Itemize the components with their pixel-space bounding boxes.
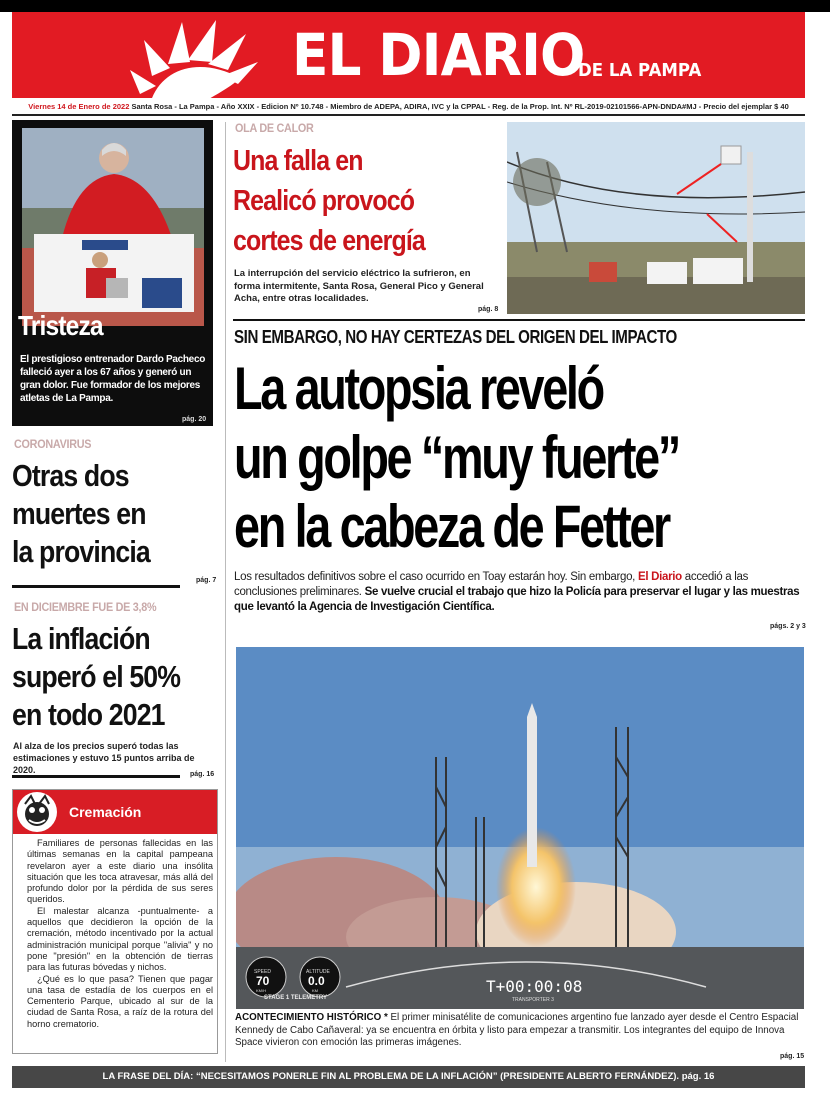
inflacion-headline-line-1[interactable]: La inflación (12, 621, 150, 656)
tristeza-box[interactable] (12, 120, 213, 426)
quote-of-the-day-bar: LA FRASE DEL DÍA: “NECESITAMOS PONERLE FIN AL PROBLEMA DE LA INFLACIÓN” (PRESIDENTE ALBERTO FERNÁNDEZ). pág. 16 (12, 1066, 805, 1088)
cremacion-paragraph-3: ¿Qué es lo que pasa? Tienen que pagar una tasa de estadía de los cuerpos en el Cementerio Parque, ubicado al sur de la ciudad de Santa Rosa, a raíz de la rotura del horno crematorio. (27, 973, 213, 1029)
speed-label: SPEED (254, 969, 271, 975)
rocket-launch-photo (236, 647, 804, 1009)
rocket-page-ref: pág. 15 (780, 1053, 805, 1060)
altitude-unit: KM (312, 988, 318, 993)
inflacion-page-ref: pág. 16 (190, 771, 215, 778)
main-text-brand: El Diario (637, 571, 682, 583)
coronavirus-headline-line-1[interactable]: Otras dos (12, 458, 129, 493)
cremacion-paragraph-2: El malestar alcanza -puntualmente- a aquellos que decidieron la opción de la cremación, método incentivado por la actual administración municipal porque "alivia" y no pone "presión" en la obtención de tierras para las futuras bóvedas y nichos. (27, 905, 213, 973)
coronavirus-headline-line-2[interactable]: muertes en (12, 496, 146, 531)
inflacion-kicker: EN DICIEMBRE FUE DE 3,8% (14, 600, 157, 614)
main-story-summary (234, 570, 809, 615)
ola-summary: La interrupción del servicio eléctrico la sufrieron, en forma intermitente, Santa Rosa, General Pico y General Acha, entre otras localidades. (234, 268, 484, 304)
speed-unit: KM/H (256, 988, 266, 993)
sun-logo-icon (130, 18, 260, 98)
cremacion-box[interactable] (12, 789, 218, 1054)
coach-photo (22, 128, 204, 326)
coronavirus-kicker: CORONAVIRUS (14, 437, 92, 451)
rocket-caption-kicker: ACONTECIMIENTO HISTÓRICO * (235, 1012, 388, 1023)
tristeza-page-ref: pág. 20 (182, 416, 207, 423)
power-line-photo (507, 122, 805, 314)
main-headline-line-2[interactable]: un golpe “muy fuerte” (234, 424, 679, 491)
ola-kicker: OLA DE CALOR (235, 121, 314, 135)
dateline (12, 101, 805, 113)
cartoon-face-icon (17, 792, 57, 832)
main-story-rule (233, 319, 805, 321)
main-text-bold: Se vuelve crucial el trabajo que hizo la Policía para preservar el lugar y las muestras que levantó la Agencia de Investigación Científica. (234, 586, 800, 613)
tristeza-summary: El prestigioso entrenador Dardo Pacheco falleció ayer a los 67 años y generó un gran dolor. Fue formador de los mejores atletas de La Pampa. (20, 354, 206, 404)
top-black-band (0, 0, 830, 12)
main-headline-line-3[interactable]: en la cabeza de Fetter (234, 493, 669, 560)
coronavirus-page-ref: pág. 7 (196, 577, 217, 584)
masthead (12, 12, 805, 98)
main-story-page-ref: págs. 2 y 3 (770, 623, 806, 630)
dateline-date: Viernes 14 de Enero de 2022 (28, 102, 130, 111)
inflacion-headline-line-2[interactable]: superó el 50% (12, 659, 181, 694)
main-text-b: accedió a las conclusiones preliminares. (234, 571, 749, 598)
launch-timer: T+00:00:08 (486, 977, 583, 996)
inflacion-divider (12, 775, 180, 778)
coach-photo-illustration (22, 128, 204, 326)
rocket-caption-text: El primer minisatélite de comunicaciones argentino fue lanzado ayer desde el Centro Espacial Kennedy de Cabo Cañaveral: ya se encuentra en órbita y listo para empezar a transmitir. Los integrantes del equipo de Innova Space vivieron con emoción las primeras imágenes. (235, 1012, 799, 1048)
cremacion-paragraph-1: Familiares de personas fallecidas en las últimas semanas en la capital pampeana revelaron ayer a este diario una insólita situación que les toca atravesar, más allá del profundo dolor por la pérdida de sus seres queridos. (27, 838, 213, 905)
telemetry-label: STAGE 1 TELEMETRY (264, 995, 328, 1001)
ola-headline-line-2[interactable]: Realicó provocó (233, 185, 415, 217)
cremacion-header (13, 790, 217, 834)
inflacion-headline-line-3[interactable]: en todo 2021 (12, 697, 165, 732)
coronavirus-divider (12, 585, 180, 588)
altitude-value: 0.0 (308, 974, 325, 988)
masthead-rule (12, 114, 805, 116)
ola-headline-line-1[interactable]: Una falla en (233, 145, 363, 177)
dateline-details: Santa Rosa - La Pampa - Año XXIX - Edicion Nº 10.748 - Miembro de ADEPA, ADIRA, IVC y la CPPAL - Reg. de la Prop. Int. Nº RL-2019-02101566-APN-DNDA#MJ - Precio del ejemplar $ 40 (129, 102, 789, 111)
main-headline-line-1[interactable]: La autopsia reveló (234, 355, 603, 422)
inflacion-summary: Al alza de los precios superó todas las estimaciones y estuvo 15 puntos arriba de 2020. (13, 741, 195, 775)
column-rule (225, 122, 226, 1062)
mission-name: TRANSPORTER 3 (512, 997, 554, 1003)
main-text-a: Los resultados definitivos sobre el caso ocurrido en Toay estarán hoy. Sin embargo, (234, 571, 638, 583)
masthead-subtitle: DE LA PAMPA (578, 60, 702, 81)
tristeza-headline: Tristeza (18, 310, 103, 341)
masthead-title: EL DIARIO (292, 21, 585, 89)
power-line-illustration (507, 122, 805, 314)
cremacion-body (27, 838, 213, 1030)
coronavirus-headline-line-3[interactable]: la provincia (12, 534, 150, 569)
speed-value: 70 (256, 974, 270, 988)
ola-page-ref: pág. 8 (478, 306, 499, 313)
rocket-caption (235, 1012, 810, 1050)
cremacion-title: Cremación (69, 804, 142, 820)
main-story-kicker: SIN EMBARGO, NO HAY CERTEZAS DEL ORIGEN DEL IMPACTO (234, 327, 677, 347)
altitude-label: ALTITUDE (306, 969, 330, 975)
rocket-launch-illustration (236, 647, 804, 1009)
ola-headline-line-3[interactable]: cortes de energía (233, 225, 425, 257)
